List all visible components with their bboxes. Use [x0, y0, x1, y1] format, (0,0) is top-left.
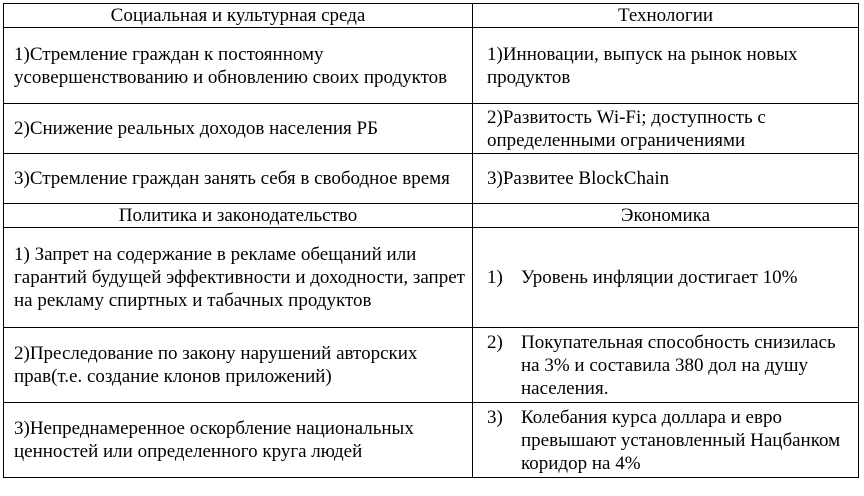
technology-item-3: 3)Развитее BlockChain: [473, 154, 859, 204]
header-economy: Экономика: [473, 204, 859, 228]
header-row-social-technology: [4, 4, 859, 28]
technology-item-2: 2)Развитость Wi-Fi; доступность с определенными ограничениями: [473, 104, 859, 154]
economy-item-number: 1): [487, 267, 503, 288]
table-row: [4, 403, 859, 478]
header-social: Социальная и культурная среда: [4, 4, 473, 28]
header-row-politics-economy: [4, 204, 859, 228]
table-row: [4, 28, 859, 104]
social-item-1: 1)Стремление граждан к постоянному усовершенствованию и обновлению своих продуктов: [4, 28, 473, 104]
economy-item-number: 3): [487, 406, 503, 428]
social-item-3: 3)Стремление граждан занять себя в свободное время: [4, 154, 473, 204]
technology-item-1: 1)Инновации, выпуск на рынок новых продуктов: [473, 28, 859, 104]
table-row: [4, 104, 859, 154]
header-technology: Технологии: [473, 4, 859, 28]
economy-item-3: [473, 403, 859, 478]
economy-item-text: Уровень инфляции достигает 10%: [521, 267, 798, 288]
pest-analysis-table: [3, 3, 859, 478]
politics-item-2: 2)Преследование по закону нарушений авторских прав(т.е. создание клонов приложений): [4, 328, 473, 403]
politics-item-1: 1) Запрет на содержание в рекламе обещаний или гарантий будущей эффективности и доходности, запрет на рекламу спиртных и табачных продуктов: [4, 228, 473, 328]
economy-item-2: [473, 328, 859, 403]
politics-item-3: 3)Непреднамеренное оскорбление национальных ценностей или определенного круга людей: [4, 403, 473, 478]
economy-item-text: Колебания курса доллара и евро превышают установленный Нацбанком коридор на 4%: [521, 406, 841, 474]
economy-item-number: 2): [487, 331, 503, 353]
header-politics: Политика и законодательство: [4, 204, 473, 228]
economy-item-1: [473, 228, 859, 328]
table-row: [4, 154, 859, 204]
table-row: [4, 328, 859, 403]
table-row: [4, 228, 859, 328]
social-item-2: 2)Снижение реальных доходов населения РБ: [4, 104, 473, 154]
economy-item-text: Покупательная способность снизилась на 3% и составила 380 дол на душу населения.: [521, 331, 836, 399]
